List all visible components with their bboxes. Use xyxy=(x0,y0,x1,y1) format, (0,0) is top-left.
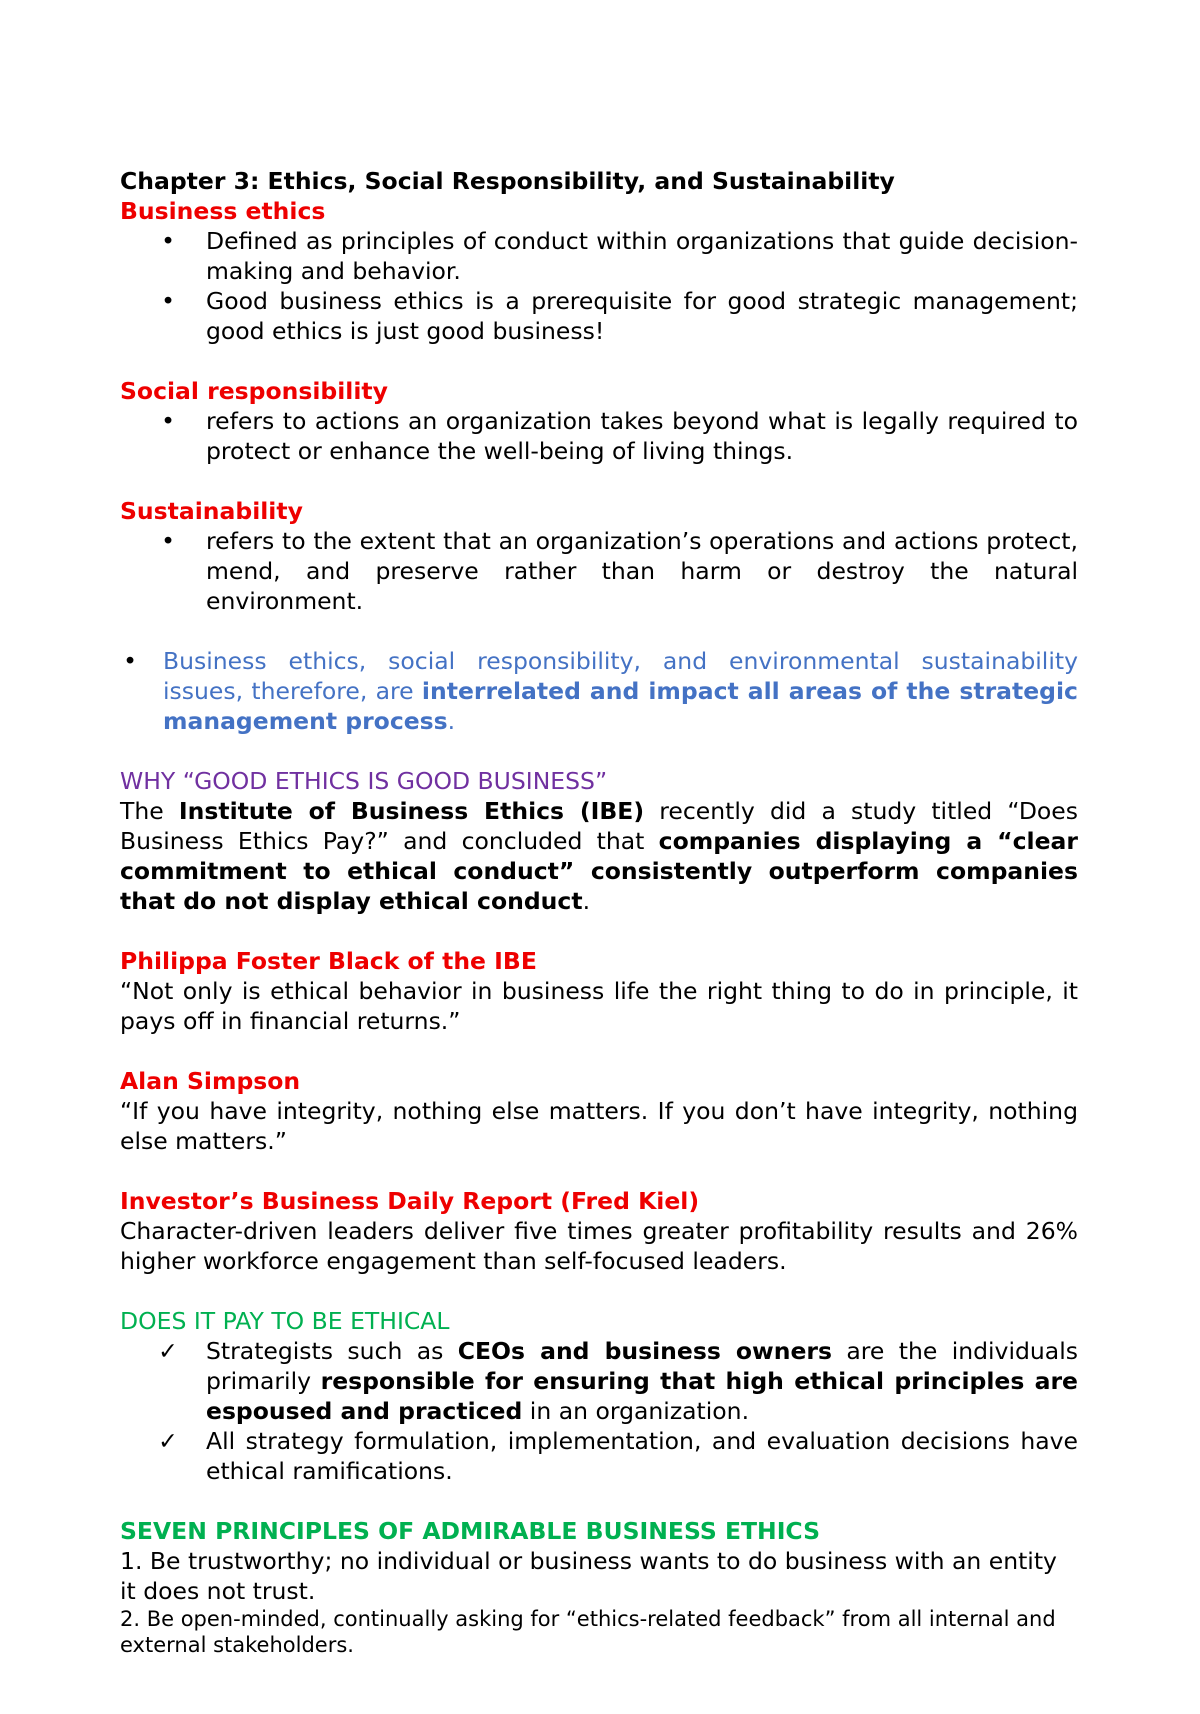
list-item: ✓ All strategy formulation, implementation, and evaluation decisions have ethical ramifications. xyxy=(158,1427,1078,1485)
investors-heading: Investor’s Business Daily Report (Fred Kiel) xyxy=(120,1187,700,1215)
list-item: • refers to the extent that an organization’s operations and actions protect, mend, and preserve rather than harm or destroy the natural environment. xyxy=(120,526,1078,616)
list-item: • refers to actions an organization takes beyond what is legally required to protect or enhance the well-being of living things. xyxy=(120,406,1078,466)
social-responsibility-list xyxy=(120,406,1078,466)
alan-quote: “If you have integrity, nothing else matters. If you don’t have integrity, nothing else matters.” xyxy=(120,1097,1078,1155)
check-icon: ✓ xyxy=(158,1427,178,1455)
document-content xyxy=(120,166,1078,1658)
bullet-icon: • xyxy=(161,407,175,435)
chapter-title: Chapter 3: Ethics, Social Responsibility, and Sustainability xyxy=(120,167,895,195)
philippa-heading: Philippa Foster Black of the IBE xyxy=(120,947,537,975)
sustainability-heading: Sustainability xyxy=(120,497,303,525)
alan-heading: Alan Simpson xyxy=(120,1067,301,1095)
business-ethics-heading: Business ethics xyxy=(120,197,326,225)
bullet-icon: • xyxy=(161,527,175,555)
sustainability-list xyxy=(120,526,1078,616)
seven-principles-heading: SEVEN PRINCIPLES OF ADMIRABLE BUSINESS ETHICS xyxy=(120,1517,821,1545)
principle-1: 1. Be trustworthy; no individual or business wants to do business with an entity it does not trust. xyxy=(120,1547,1057,1605)
investors-paragraph: Character-driven leaders deliver five times greater profitability results and 26% higher workforce engagement than self-focused leaders. xyxy=(120,1217,1078,1275)
philippa-quote: “Not only is ethical behavior in business life the right thing to do in principle, it pays off in financial returns.” xyxy=(120,977,1078,1035)
list-item: • Business ethics, social responsibility, and environmental sustainability issues, therefore, are interrelated and impact all areas of the strategic management process. xyxy=(120,646,1078,736)
bullet-icon: • xyxy=(161,227,175,255)
why-paragraph: The Institute of Business Ethics (IBE) recently did a study titled “Does Business Ethics Pay?” and concluded that companies displaying a “clear commitment to ethical conduct” consistently outperform companies that do not display ethical conduct. xyxy=(120,797,1078,915)
principle-2: 2. Be open-minded, continually asking for “ethics-related feedback” from all internal and external stakeholders. xyxy=(120,1607,1056,1657)
social-responsibility-heading: Social responsibility xyxy=(120,377,388,405)
list-item: ✓ Strategists such as CEOs and business owners are the individuals primarily responsible for ensuring that high ethical principles are espoused and practiced in an organization. xyxy=(158,1337,1078,1425)
list-item: • Good business ethics is a prerequisite for good strategic management; good ethics is just good business! xyxy=(120,286,1078,346)
does-it-pay-heading: DOES IT PAY TO BE ETHICAL xyxy=(120,1307,450,1335)
list-item: • Defined as principles of conduct within organizations that guide decision-making and behavior. xyxy=(120,226,1078,286)
business-ethics-list xyxy=(120,226,1078,346)
bullet-icon: • xyxy=(123,647,137,675)
does-it-pay-list xyxy=(120,1336,1078,1486)
why-heading: WHY “GOOD ETHICS IS GOOD BUSINESS” xyxy=(120,767,608,795)
interrelated-list xyxy=(120,646,1078,736)
bullet-icon: • xyxy=(161,287,175,315)
check-icon: ✓ xyxy=(158,1337,178,1365)
